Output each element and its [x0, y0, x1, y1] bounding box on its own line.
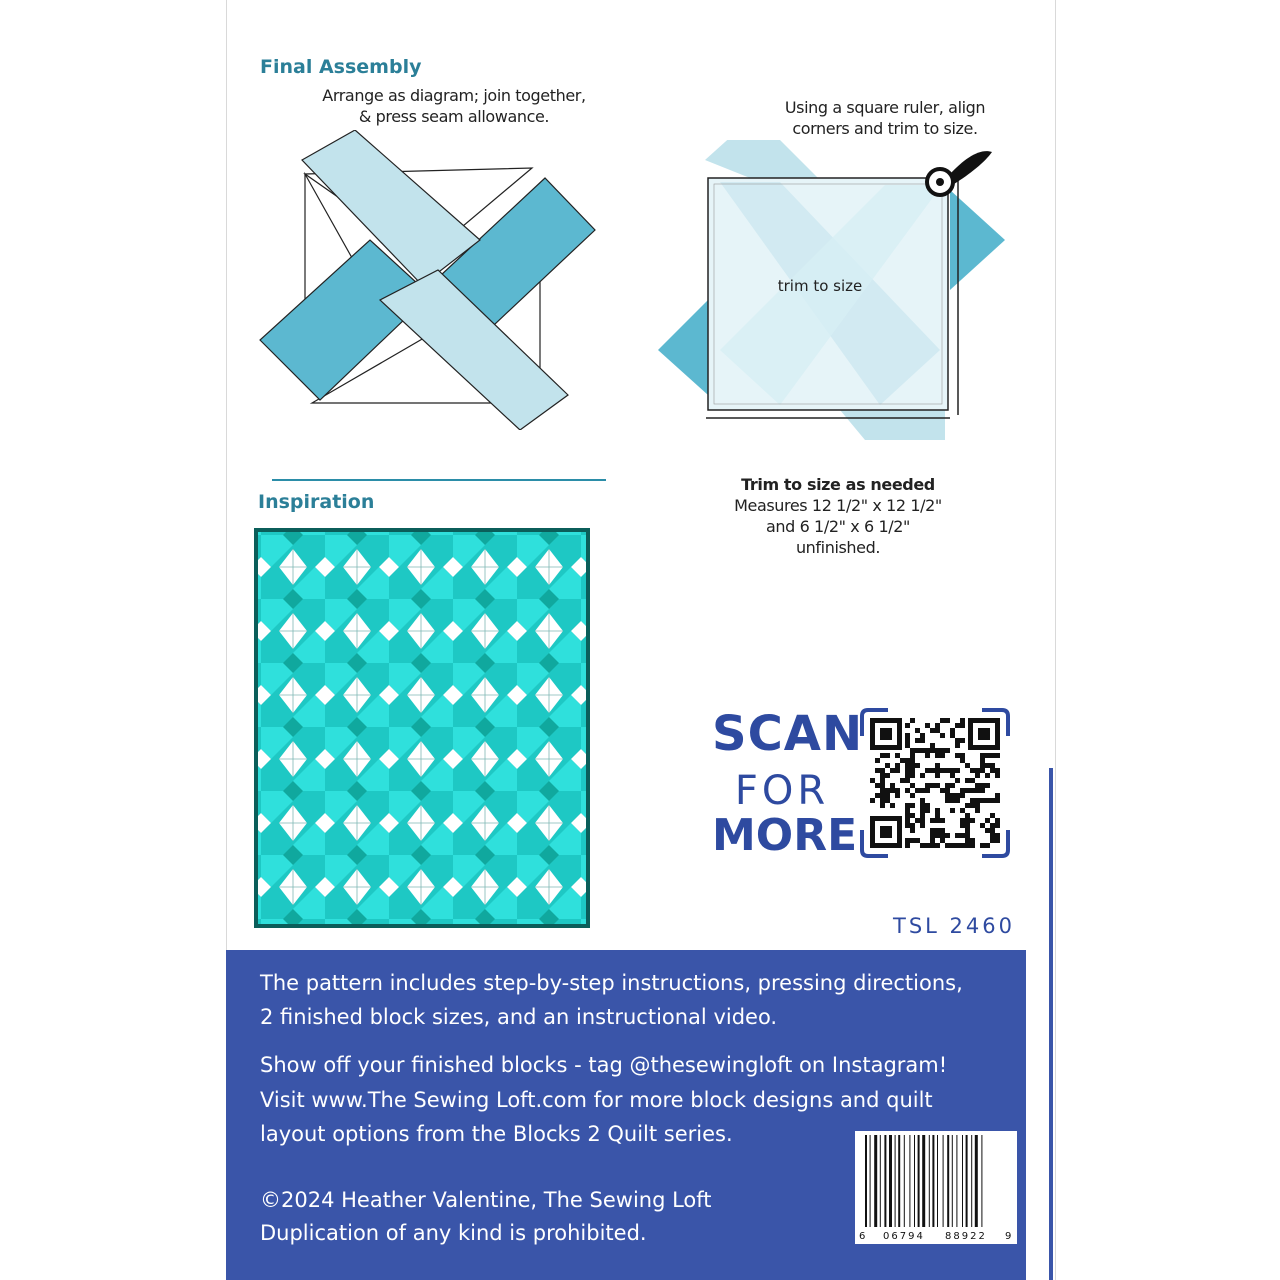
qr-module [950, 728, 955, 733]
qr-module [875, 783, 880, 788]
qr-module [880, 768, 885, 773]
qr-module [985, 818, 990, 823]
barcode-bar [870, 1135, 871, 1227]
qr-module [910, 828, 915, 833]
qr-module [995, 818, 1000, 823]
qr-module [935, 753, 940, 758]
qr-module [900, 778, 905, 783]
qr-module [970, 803, 975, 808]
qr-module [905, 733, 910, 738]
qr-module [970, 788, 975, 793]
qr-module [995, 753, 1000, 758]
final-assembly-heading: Final Assembly [260, 56, 422, 78]
qr-module [995, 823, 1000, 828]
qr-module [965, 778, 970, 783]
qr-code[interactable] [858, 706, 1012, 860]
for-label: FOR [734, 768, 830, 814]
trim-instruction-line1: Using a square ruler, align [784, 98, 986, 117]
qr-module [875, 768, 880, 773]
qr-module [935, 828, 940, 833]
qr-module [960, 723, 965, 728]
assembly-instruction [300, 85, 608, 127]
qr-module [980, 823, 985, 828]
rotary-cutter-handle [950, 151, 992, 184]
barcode-bar [884, 1135, 886, 1227]
qr-module [940, 818, 945, 823]
qr-module [880, 783, 885, 788]
qr-module [960, 738, 965, 743]
qr-module [985, 783, 990, 788]
section-divider [272, 479, 606, 481]
qr-module [945, 718, 950, 723]
qr-module [955, 798, 960, 803]
qr-module [935, 773, 940, 778]
qr-module [960, 833, 965, 838]
qr-module [970, 838, 975, 843]
qr-module [940, 838, 945, 843]
trim-caption-title: Trim to size as needed [741, 475, 935, 494]
qr-module [990, 798, 995, 803]
qr-module [970, 798, 975, 803]
qr-module [895, 763, 900, 768]
qr-module [910, 768, 915, 773]
barcode-bar [865, 1135, 867, 1227]
qr-module [955, 743, 960, 748]
qr-module [990, 813, 995, 818]
qr-module [895, 768, 900, 773]
more-label: MORE [712, 810, 858, 861]
qr-module [945, 788, 950, 793]
qr-module [965, 818, 970, 823]
qr-module [910, 838, 915, 843]
qr-module [930, 768, 935, 773]
qr-module [895, 793, 900, 798]
barcode-digit-right: 9 [1005, 1231, 1012, 1242]
qr-module [960, 718, 965, 723]
qr-module [980, 788, 985, 793]
qr-finder-bottom-left [870, 816, 902, 848]
assembly-instruction-line1: Arrange as diagram; join together, [322, 86, 586, 105]
qr-finder-top-left [870, 718, 902, 750]
qr-module [925, 753, 930, 758]
qr-module [990, 763, 995, 768]
qr-module [955, 738, 960, 743]
barcode-bar [932, 1135, 934, 1227]
qr-module [975, 783, 980, 788]
qr-module [955, 843, 960, 848]
barcode-bar [909, 1135, 910, 1227]
barcode-bar [880, 1135, 881, 1227]
trim-corner-left [658, 300, 708, 395]
qr-module [905, 813, 910, 818]
qr-module [905, 803, 910, 808]
qr-module [920, 733, 925, 738]
qr-module [910, 718, 915, 723]
qr-module [890, 788, 895, 793]
qr-module [980, 763, 985, 768]
qr-module [910, 823, 915, 828]
trim-diagram [650, 140, 1030, 440]
qr-module [890, 803, 895, 808]
qr-module [890, 783, 895, 788]
qr-module [975, 808, 980, 813]
qr-module [905, 818, 910, 823]
trim-instruction [760, 97, 1010, 139]
qr-module [940, 828, 945, 833]
qr-module [905, 773, 910, 778]
qr-module [990, 833, 995, 838]
barcode-bar [943, 1135, 944, 1227]
qr-module [915, 728, 920, 733]
panel-p2-line1: Show off your finished blocks - tag @thesewingloft on Instagram! [260, 1053, 948, 1077]
qr-module [940, 788, 945, 793]
qr-module [985, 843, 990, 848]
qr-module [990, 768, 995, 773]
trim-corner-top [705, 140, 820, 180]
qr-module [910, 803, 915, 808]
qr-module [960, 843, 965, 848]
trim-caption-line2: and 6 1/2" x 6 1/2" [766, 517, 910, 536]
qr-module [955, 723, 960, 728]
qr-module [885, 753, 890, 758]
qr-module [995, 833, 1000, 838]
qr-module [960, 808, 965, 813]
qr-module [975, 768, 980, 773]
qr-module [965, 843, 970, 848]
qr-module [920, 773, 925, 778]
qr-module [900, 758, 905, 763]
qr-module [960, 758, 965, 763]
qr-module [950, 733, 955, 738]
qr-module [920, 748, 925, 753]
qr-module [880, 803, 885, 808]
qr-module [960, 823, 965, 828]
qr-module [960, 753, 965, 758]
trim-caption-line3: unfinished. [795, 538, 881, 557]
qr-module [965, 833, 970, 838]
trim-caption-line1: Measures 12 1/2" x 12 1/2" [734, 496, 942, 515]
barcode-bar [918, 1135, 920, 1227]
qr-module [980, 783, 985, 788]
qr-module [995, 768, 1000, 773]
qr-module [885, 773, 890, 778]
qr-module [875, 793, 880, 798]
qr-module [905, 843, 910, 848]
qr-module [935, 843, 940, 848]
qr-module [925, 843, 930, 848]
qr-module [950, 793, 955, 798]
qr-module [930, 728, 935, 733]
qr-module [905, 778, 910, 783]
panel-p1-line2: 2 finished block sizes, and an instructional video. [260, 1005, 778, 1029]
qr-module [935, 813, 940, 818]
qr-module [965, 813, 970, 818]
qr-module [930, 838, 935, 843]
barcode [855, 1131, 1017, 1244]
trim-caption [700, 474, 976, 558]
qr-module [935, 728, 940, 733]
qr-module [975, 773, 980, 778]
qr-module [880, 778, 885, 783]
qr-module [910, 748, 915, 753]
qr-module [980, 753, 985, 758]
qr-module [920, 823, 925, 828]
qr-module [880, 773, 885, 778]
barcode-bar [874, 1135, 877, 1227]
qr-module [980, 798, 985, 803]
qr-module [935, 833, 940, 838]
qr-module [980, 758, 985, 763]
qr-module [930, 783, 935, 788]
inspiration-heading: Inspiration [258, 491, 375, 513]
qr-module [935, 783, 940, 788]
barcode-bar [937, 1135, 938, 1227]
qr-module [990, 828, 995, 833]
qr-module [945, 768, 950, 773]
qr-module [985, 773, 990, 778]
barcode-bar [966, 1135, 968, 1227]
qr-module [905, 758, 910, 763]
qr-module [980, 768, 985, 773]
qr-module [935, 723, 940, 728]
qr-module [885, 788, 890, 793]
barcode-bar [971, 1135, 972, 1227]
qr-finder-top-right [968, 718, 1000, 750]
qr-module [905, 768, 910, 773]
barcode-graphic [855, 1131, 1017, 1244]
qr-module [935, 748, 940, 753]
qr-module [965, 828, 970, 833]
qr-module [920, 738, 925, 743]
qr-module [920, 788, 925, 793]
qr-module [950, 773, 955, 778]
qr-module [955, 778, 960, 783]
qr-module [985, 763, 990, 768]
qr-module [935, 808, 940, 813]
qr-module [905, 838, 910, 843]
barcode-digits-group1: 06794 [883, 1231, 925, 1242]
accent-vertical-line [1049, 768, 1053, 1280]
qr-module [945, 748, 950, 753]
rotary-cutter-hub [936, 178, 944, 186]
qr-module [955, 768, 960, 773]
qr-module [895, 788, 900, 793]
panel-p3-line1: ©2024 Heather Valentine, The Sewing Loft [260, 1188, 712, 1212]
qr-module [930, 833, 935, 838]
qr-module [985, 798, 990, 803]
barcode-bar [914, 1135, 915, 1227]
qr-module [910, 763, 915, 768]
barcode-bar [929, 1135, 930, 1227]
panel-p2-line3: layout options from the Blocks 2 Quilt series. [260, 1122, 733, 1146]
qr-module [985, 828, 990, 833]
qr-module [925, 768, 930, 773]
qr-module [965, 763, 970, 768]
qr-module [905, 763, 910, 768]
qr-module [910, 758, 915, 763]
qr-module [880, 753, 885, 758]
qr-module [905, 738, 910, 743]
qr-module [890, 768, 895, 773]
panel-p2-line2: Visit www.The Sewing Loft.com for more block designs and quilt [260, 1088, 933, 1112]
qr-module [960, 818, 965, 823]
qr-module [920, 798, 925, 803]
qr-module [935, 818, 940, 823]
qr-module [960, 793, 965, 798]
qr-module [945, 833, 950, 838]
qr-module [975, 803, 980, 808]
qr-module [925, 748, 930, 753]
qr-module [935, 768, 940, 773]
qr-module [970, 818, 975, 823]
qr-module [940, 748, 945, 753]
barcode-bar [962, 1135, 963, 1227]
qr-module [910, 793, 915, 798]
panel-p1-line1: The pattern includes step-by-step instructions, pressing directions, [260, 971, 963, 995]
qr-module [925, 723, 930, 728]
barcode-bar [952, 1135, 953, 1227]
qr-module [995, 773, 1000, 778]
qr-module [985, 753, 990, 758]
qr-module [955, 753, 960, 758]
panel-p3-line2: Duplication of any kind is prohibited. [260, 1221, 647, 1245]
qr-module [895, 753, 900, 758]
qr-module [940, 753, 945, 758]
qr-module [965, 823, 970, 828]
qr-module [950, 768, 955, 773]
assembly-instruction-line2: & press seam allowance. [358, 107, 550, 126]
qr-module [990, 823, 995, 828]
qr-module [905, 723, 910, 728]
qr-module [935, 763, 940, 768]
qr-module [970, 843, 975, 848]
barcode-bars [865, 1135, 982, 1227]
inspiration-quilt [254, 528, 590, 928]
qr-module [925, 808, 930, 813]
assembly-diagram [250, 130, 610, 430]
qr-module [880, 793, 885, 798]
qr-module [950, 783, 955, 788]
qr-module [970, 768, 975, 773]
qr-module [910, 813, 915, 818]
qr-module [990, 838, 995, 843]
qr-module [975, 788, 980, 793]
qr-module [995, 793, 1000, 798]
qr-module [955, 833, 960, 838]
qr-module [885, 763, 890, 768]
scan-label: SCAN [712, 706, 864, 762]
barcode-bar [889, 1135, 892, 1227]
qr-module [905, 743, 910, 748]
qr-module [920, 803, 925, 808]
qr-module [965, 788, 970, 793]
qr-module [915, 818, 920, 823]
qr-module [880, 788, 885, 793]
qr-module [925, 788, 930, 793]
qr-module [950, 843, 955, 848]
qr-module [945, 783, 950, 788]
qr-module [940, 718, 945, 723]
qr-module [965, 803, 970, 808]
qr-module [920, 843, 925, 848]
qr-module [885, 798, 890, 803]
qr-module [980, 843, 985, 848]
qr-module [945, 793, 950, 798]
qr-module [930, 748, 935, 753]
trim-center-label: trim to size [777, 277, 863, 295]
qr-module [930, 818, 935, 823]
qr-module [950, 798, 955, 803]
barcode-digits-group2: 88922 [945, 1231, 987, 1242]
qr-module [885, 793, 890, 798]
qr-module [915, 738, 920, 743]
qr-module [940, 833, 945, 838]
barcode-bar [947, 1135, 949, 1227]
qr-module [940, 768, 945, 773]
qr-module [945, 798, 950, 803]
qr-module [910, 783, 915, 788]
qr-module [925, 783, 930, 788]
barcode-bar [898, 1135, 900, 1227]
qr-module [995, 838, 1000, 843]
barcode-bar [904, 1135, 905, 1227]
product-code: TSL 2460 [893, 914, 1015, 938]
barcode-bar [895, 1135, 896, 1227]
qr-module [870, 798, 875, 803]
barcode-bar [956, 1135, 957, 1227]
qr-module [945, 843, 950, 848]
qr-module [880, 798, 885, 803]
qr-module [870, 778, 875, 783]
qr-module [905, 788, 910, 793]
qr-module [995, 798, 1000, 803]
qr-module [930, 743, 935, 748]
barcode-bar [975, 1135, 978, 1227]
qr-module [940, 733, 945, 738]
qr-module [915, 763, 920, 768]
qr-module [915, 748, 920, 753]
qr-module [930, 843, 935, 848]
qr-module [905, 808, 910, 813]
qr-module [915, 788, 920, 793]
trim-corner-bottom [840, 410, 945, 440]
qr-module [875, 758, 880, 763]
qr-module [920, 808, 925, 813]
qr-module [915, 838, 920, 843]
barcode-bar [922, 1135, 925, 1227]
qr-module [925, 803, 930, 808]
qr-module [910, 773, 915, 778]
qr-module [905, 823, 910, 828]
qr-module [990, 753, 995, 758]
quilt-blocks [258, 532, 586, 924]
qr-module [920, 813, 925, 818]
qr-module [965, 838, 970, 843]
qr-module [975, 798, 980, 803]
barcode-bar [981, 1135, 982, 1227]
barcode-digit-left: 6 [859, 1231, 866, 1242]
qr-module [930, 828, 935, 833]
qr-module [910, 753, 915, 758]
qr-module [955, 793, 960, 798]
qr-module [970, 778, 975, 783]
qr-module [960, 788, 965, 793]
trim-instruction-line2: corners and trim to size. [792, 119, 978, 138]
qr-module [920, 818, 925, 823]
qr-module [950, 808, 955, 813]
